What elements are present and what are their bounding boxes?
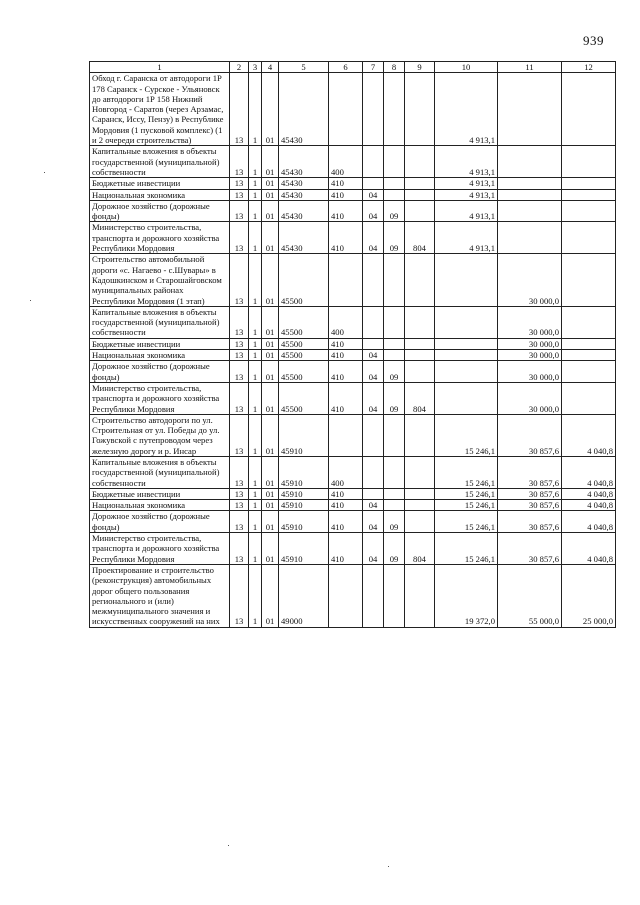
subprogram-code-cell: 01 bbox=[262, 338, 279, 349]
ministry-code-cell: 13 bbox=[230, 456, 249, 488]
table-row bbox=[90, 488, 616, 499]
column-number-7: 7 bbox=[363, 62, 384, 73]
subsection-cell bbox=[384, 488, 405, 499]
subsection-cell: 09 bbox=[384, 382, 405, 414]
row-name-cell: Национальная экономика bbox=[90, 189, 230, 200]
amount-col12-cell bbox=[562, 306, 616, 338]
section-cell: 04 bbox=[363, 382, 384, 414]
column-number-10: 10 bbox=[435, 62, 498, 73]
amount-col12-cell: 4 040,8 bbox=[562, 511, 616, 533]
ministry-code-cell: 13 bbox=[230, 350, 249, 361]
table-row bbox=[90, 456, 616, 488]
admin-code-cell bbox=[405, 414, 435, 456]
admin-code-cell bbox=[405, 189, 435, 200]
amount-col12-cell: 4 040,8 bbox=[562, 414, 616, 456]
target-code-cell: 45430 bbox=[279, 200, 329, 222]
section-cell: 04 bbox=[363, 350, 384, 361]
column-number-5: 5 bbox=[279, 62, 329, 73]
section-cell: 04 bbox=[363, 189, 384, 200]
row-name-cell: Национальная экономика bbox=[90, 500, 230, 511]
subsection-cell bbox=[384, 306, 405, 338]
expense-type-cell: 410 bbox=[329, 382, 363, 414]
amount-col10-cell: 4 913,1 bbox=[435, 222, 498, 254]
admin-code-cell bbox=[405, 488, 435, 499]
amount-col12-cell: 25 000,0 bbox=[562, 564, 616, 627]
column-number-8: 8 bbox=[384, 62, 405, 73]
ministry-code-cell: 13 bbox=[230, 414, 249, 456]
amount-col11-cell: 30 000,0 bbox=[498, 306, 562, 338]
program-code-cell: 1 bbox=[249, 338, 262, 349]
amount-col10-cell: 19 372,0 bbox=[435, 564, 498, 627]
expense-type-cell bbox=[329, 564, 363, 627]
program-code-cell: 1 bbox=[249, 306, 262, 338]
target-code-cell: 45430 bbox=[279, 178, 329, 189]
table-row bbox=[90, 200, 616, 222]
section-cell bbox=[363, 338, 384, 349]
amount-col11-cell: 30 857,6 bbox=[498, 511, 562, 533]
target-code-cell: 45910 bbox=[279, 488, 329, 499]
program-code-cell: 1 bbox=[249, 488, 262, 499]
program-code-cell: 1 bbox=[249, 254, 262, 306]
admin-code-cell: 804 bbox=[405, 382, 435, 414]
program-code-cell: 1 bbox=[249, 146, 262, 178]
amount-col10-cell: 15 246,1 bbox=[435, 456, 498, 488]
subprogram-code-cell: 01 bbox=[262, 500, 279, 511]
amount-col12-cell bbox=[562, 200, 616, 222]
row-name-cell: Бюджетные инвестиции bbox=[90, 488, 230, 499]
admin-code-cell bbox=[405, 178, 435, 189]
ministry-code-cell: 13 bbox=[230, 254, 249, 306]
section-cell bbox=[363, 414, 384, 456]
expense-type-cell: 410 bbox=[329, 200, 363, 222]
expense-type-cell bbox=[329, 73, 363, 146]
admin-code-cell bbox=[405, 361, 435, 383]
row-name-cell: Министерство строительства, транспорта и дорожного хозяйства Республики Мордовия bbox=[90, 533, 230, 565]
section-cell: 04 bbox=[363, 200, 384, 222]
amount-col11-cell bbox=[498, 73, 562, 146]
subprogram-code-cell: 01 bbox=[262, 146, 279, 178]
row-name-cell: Капитальные вложения в объекты государственной (муниципальной) собственности bbox=[90, 456, 230, 488]
row-name-cell: Дорожное хозяйство (дорожные фонды) bbox=[90, 511, 230, 533]
column-number-12: 12 bbox=[562, 62, 616, 73]
section-cell bbox=[363, 73, 384, 146]
subprogram-code-cell: 01 bbox=[262, 414, 279, 456]
expense-type-cell: 410 bbox=[329, 222, 363, 254]
target-code-cell: 45910 bbox=[279, 533, 329, 565]
table-row bbox=[90, 361, 616, 383]
column-number-6: 6 bbox=[329, 62, 363, 73]
admin-code-cell: 804 bbox=[405, 533, 435, 565]
column-number-1: 1 bbox=[90, 62, 230, 73]
amount-col10-cell bbox=[435, 382, 498, 414]
program-code-cell: 1 bbox=[249, 178, 262, 189]
section-cell bbox=[363, 178, 384, 189]
subprogram-code-cell: 01 bbox=[262, 189, 279, 200]
amount-col10-cell: 15 246,1 bbox=[435, 500, 498, 511]
amount-col12-cell bbox=[562, 178, 616, 189]
row-name-cell: Капитальные вложения в объекты государственной (муниципальной) собственности bbox=[90, 306, 230, 338]
section-cell: 04 bbox=[363, 361, 384, 383]
program-code-cell: 1 bbox=[249, 382, 262, 414]
amount-col11-cell bbox=[498, 146, 562, 178]
target-code-cell: 45430 bbox=[279, 146, 329, 178]
table-row bbox=[90, 511, 616, 533]
column-number-row bbox=[90, 62, 616, 73]
row-name-cell: Бюджетные инвестиции bbox=[90, 338, 230, 349]
row-name-cell: Министерство строительства, транспорта и дорожного хозяйства Республики Мордовия bbox=[90, 382, 230, 414]
ministry-code-cell: 13 bbox=[230, 200, 249, 222]
target-code-cell: 45910 bbox=[279, 500, 329, 511]
expense-type-cell: 410 bbox=[329, 488, 363, 499]
subprogram-code-cell: 01 bbox=[262, 200, 279, 222]
subprogram-code-cell: 01 bbox=[262, 511, 279, 533]
section-cell: 04 bbox=[363, 222, 384, 254]
table-row bbox=[90, 500, 616, 511]
amount-col10-cell bbox=[435, 306, 498, 338]
program-code-cell: 1 bbox=[249, 189, 262, 200]
expense-type-cell bbox=[329, 414, 363, 456]
amount-col12-cell bbox=[562, 222, 616, 254]
admin-code-cell bbox=[405, 200, 435, 222]
section-cell bbox=[363, 254, 384, 306]
admin-code-cell bbox=[405, 306, 435, 338]
amount-col10-cell: 4 913,1 bbox=[435, 178, 498, 189]
amount-col10-cell: 4 913,1 bbox=[435, 146, 498, 178]
admin-code-cell bbox=[405, 511, 435, 533]
table-row bbox=[90, 382, 616, 414]
amount-col10-cell: 15 246,1 bbox=[435, 488, 498, 499]
amount-col12-cell bbox=[562, 73, 616, 146]
row-name-cell: Обход г. Саранска от автодороги 1Р 178 Саранск - Сурское - Ульяновск до автодороги 1Р 158 Нижний Новгород - Саратов (через Арзамас, Саранск, Иссу, Пензу) в Республике Мордовия (1 пусковой комплекс) (1 и 2 очереди строительства) bbox=[90, 73, 230, 146]
subprogram-code-cell: 01 bbox=[262, 178, 279, 189]
admin-code-cell bbox=[405, 564, 435, 627]
section-cell: 04 bbox=[363, 500, 384, 511]
subsection-cell bbox=[384, 178, 405, 189]
row-name-cell: Проектирование и строительство (реконструкция) автомобильных дорог общего пользования регионального и (или) межмуниципального значения и искусственных сооружений на них bbox=[90, 564, 230, 627]
amount-col12-cell bbox=[562, 338, 616, 349]
ministry-code-cell: 13 bbox=[230, 306, 249, 338]
ministry-code-cell: 13 bbox=[230, 73, 249, 146]
section-cell bbox=[363, 456, 384, 488]
amount-col11-cell: 30 857,6 bbox=[498, 414, 562, 456]
budget-table bbox=[89, 61, 616, 628]
row-name-cell: Строительство автодороги по ул. Строительная от ул. Победы до ул. Гожувской с путепроводом через железную дорогу и р. Инсар bbox=[90, 414, 230, 456]
amount-col10-cell bbox=[435, 338, 498, 349]
subsection-cell bbox=[384, 146, 405, 178]
amount-col11-cell bbox=[498, 222, 562, 254]
amount-col11-cell: 30 000,0 bbox=[498, 350, 562, 361]
table-body bbox=[90, 73, 616, 627]
expense-type-cell: 410 bbox=[329, 178, 363, 189]
row-name-cell: Бюджетные инвестиции bbox=[90, 178, 230, 189]
column-number-11: 11 bbox=[498, 62, 562, 73]
admin-code-cell bbox=[405, 73, 435, 146]
table-row bbox=[90, 338, 616, 349]
admin-code-cell bbox=[405, 146, 435, 178]
ministry-code-cell: 13 bbox=[230, 511, 249, 533]
expense-type-cell: 400 bbox=[329, 456, 363, 488]
subsection-cell bbox=[384, 254, 405, 306]
ministry-code-cell: 13 bbox=[230, 361, 249, 383]
expense-type-cell: 410 bbox=[329, 338, 363, 349]
admin-code-cell: 804 bbox=[405, 222, 435, 254]
subprogram-code-cell: 01 bbox=[262, 350, 279, 361]
amount-col10-cell: 15 246,1 bbox=[435, 511, 498, 533]
amount-col11-cell: 55 000,0 bbox=[498, 564, 562, 627]
expense-type-cell: 410 bbox=[329, 533, 363, 565]
amount-col12-cell bbox=[562, 189, 616, 200]
row-name-cell: Дорожное хозяйство (дорожные фонды) bbox=[90, 361, 230, 383]
target-code-cell: 45500 bbox=[279, 350, 329, 361]
row-name-cell: Строительство автомобильной дороги «с. Нагаево - с.Шувары» в Кадошкинском и Старошайговском муниципальных районах Республики Мордовия (1 этап) bbox=[90, 254, 230, 306]
amount-col10-cell: 4 913,1 bbox=[435, 189, 498, 200]
amount-col11-cell: 30 000,0 bbox=[498, 338, 562, 349]
target-code-cell: 45500 bbox=[279, 306, 329, 338]
expense-type-cell: 400 bbox=[329, 306, 363, 338]
section-cell bbox=[363, 146, 384, 178]
target-code-cell: 45430 bbox=[279, 73, 329, 146]
amount-col11-cell bbox=[498, 200, 562, 222]
expense-type-cell bbox=[329, 254, 363, 306]
table-row bbox=[90, 146, 616, 178]
scan-speck bbox=[388, 866, 389, 867]
section-cell bbox=[363, 306, 384, 338]
target-code-cell: 45910 bbox=[279, 414, 329, 456]
ministry-code-cell: 13 bbox=[230, 146, 249, 178]
amount-col11-cell: 30 000,0 bbox=[498, 361, 562, 383]
amount-col12-cell: 4 040,8 bbox=[562, 456, 616, 488]
amount-col10-cell: 15 246,1 bbox=[435, 414, 498, 456]
subsection-cell bbox=[384, 189, 405, 200]
row-name-cell: Дорожное хозяйство (дорожные фонды) bbox=[90, 200, 230, 222]
subsection-cell bbox=[384, 456, 405, 488]
section-cell: 04 bbox=[363, 511, 384, 533]
expense-type-cell: 410 bbox=[329, 500, 363, 511]
subsection-cell: 09 bbox=[384, 222, 405, 254]
subprogram-code-cell: 01 bbox=[262, 456, 279, 488]
amount-col12-cell bbox=[562, 361, 616, 383]
admin-code-cell bbox=[405, 500, 435, 511]
subsection-cell bbox=[384, 73, 405, 146]
subprogram-code-cell: 01 bbox=[262, 533, 279, 565]
subsection-cell bbox=[384, 414, 405, 456]
program-code-cell: 1 bbox=[249, 564, 262, 627]
target-code-cell: 45500 bbox=[279, 338, 329, 349]
amount-col12-cell: 4 040,8 bbox=[562, 533, 616, 565]
subprogram-code-cell: 01 bbox=[262, 222, 279, 254]
subprogram-code-cell: 01 bbox=[262, 488, 279, 499]
program-code-cell: 1 bbox=[249, 222, 262, 254]
row-name-cell: Национальная экономика bbox=[90, 350, 230, 361]
target-code-cell: 45430 bbox=[279, 222, 329, 254]
table-row bbox=[90, 533, 616, 565]
ministry-code-cell: 13 bbox=[230, 178, 249, 189]
column-number-4: 4 bbox=[262, 62, 279, 73]
ministry-code-cell: 13 bbox=[230, 189, 249, 200]
scan-speck bbox=[44, 172, 45, 173]
amount-col10-cell bbox=[435, 254, 498, 306]
subsection-cell bbox=[384, 338, 405, 349]
target-code-cell: 45910 bbox=[279, 456, 329, 488]
expense-type-cell: 410 bbox=[329, 350, 363, 361]
program-code-cell: 1 bbox=[249, 361, 262, 383]
table-row bbox=[90, 350, 616, 361]
subprogram-code-cell: 01 bbox=[262, 382, 279, 414]
row-name-cell: Министерство строительства, транспорта и дорожного хозяйства Республики Мордовия bbox=[90, 222, 230, 254]
ministry-code-cell: 13 bbox=[230, 338, 249, 349]
expense-type-cell: 400 bbox=[329, 146, 363, 178]
subprogram-code-cell: 01 bbox=[262, 361, 279, 383]
expense-type-cell: 410 bbox=[329, 189, 363, 200]
table-row bbox=[90, 178, 616, 189]
program-code-cell: 1 bbox=[249, 350, 262, 361]
amount-col11-cell: 30 857,6 bbox=[498, 488, 562, 499]
program-code-cell: 1 bbox=[249, 456, 262, 488]
amount-col11-cell: 30 000,0 bbox=[498, 382, 562, 414]
subsection-cell: 09 bbox=[384, 200, 405, 222]
subprogram-code-cell: 01 bbox=[262, 254, 279, 306]
subsection-cell bbox=[384, 500, 405, 511]
ministry-code-cell: 13 bbox=[230, 500, 249, 511]
amount-col11-cell: 30 857,6 bbox=[498, 500, 562, 511]
program-code-cell: 1 bbox=[249, 500, 262, 511]
amount-col10-cell bbox=[435, 361, 498, 383]
column-number-9: 9 bbox=[405, 62, 435, 73]
ministry-code-cell: 13 bbox=[230, 488, 249, 499]
target-code-cell: 45500 bbox=[279, 361, 329, 383]
amount-col12-cell bbox=[562, 350, 616, 361]
admin-code-cell bbox=[405, 456, 435, 488]
subprogram-code-cell: 01 bbox=[262, 564, 279, 627]
subsection-cell bbox=[384, 564, 405, 627]
amount-col10-cell: 15 246,1 bbox=[435, 533, 498, 565]
table-row bbox=[90, 306, 616, 338]
subprogram-code-cell: 01 bbox=[262, 306, 279, 338]
ministry-code-cell: 13 bbox=[230, 382, 249, 414]
amount-col10-cell bbox=[435, 350, 498, 361]
amount-col11-cell: 30 000,0 bbox=[498, 254, 562, 306]
scan-speck bbox=[228, 845, 229, 846]
amount-col12-cell bbox=[562, 146, 616, 178]
amount-col11-cell bbox=[498, 178, 562, 189]
amount-col11-cell: 30 857,6 bbox=[498, 533, 562, 565]
column-number-2: 2 bbox=[230, 62, 249, 73]
subsection-cell: 09 bbox=[384, 511, 405, 533]
row-name-cell: Капитальные вложения в объекты государственной (муниципальной) собственности bbox=[90, 146, 230, 178]
table-row bbox=[90, 564, 616, 627]
table-row bbox=[90, 189, 616, 200]
target-code-cell: 49000 bbox=[279, 564, 329, 627]
ministry-code-cell: 13 bbox=[230, 533, 249, 565]
section-cell bbox=[363, 564, 384, 627]
subsection-cell bbox=[384, 350, 405, 361]
program-code-cell: 1 bbox=[249, 511, 262, 533]
table-row bbox=[90, 254, 616, 306]
program-code-cell: 1 bbox=[249, 73, 262, 146]
subsection-cell: 09 bbox=[384, 361, 405, 383]
amount-col12-cell bbox=[562, 254, 616, 306]
amount-col10-cell: 4 913,1 bbox=[435, 200, 498, 222]
table-row bbox=[90, 222, 616, 254]
scan-speck bbox=[30, 300, 31, 301]
page-number: 939 bbox=[583, 33, 604, 48]
amount-col12-cell: 4 040,8 bbox=[562, 488, 616, 499]
amount-col11-cell: 30 857,6 bbox=[498, 456, 562, 488]
amount-col12-cell: 4 040,8 bbox=[562, 500, 616, 511]
program-code-cell: 1 bbox=[249, 533, 262, 565]
section-cell: 04 bbox=[363, 533, 384, 565]
table-row bbox=[90, 73, 616, 146]
program-code-cell: 1 bbox=[249, 200, 262, 222]
target-code-cell: 45500 bbox=[279, 382, 329, 414]
admin-code-cell bbox=[405, 254, 435, 306]
program-code-cell: 1 bbox=[249, 414, 262, 456]
subprogram-code-cell: 01 bbox=[262, 73, 279, 146]
section-cell bbox=[363, 488, 384, 499]
amount-col10-cell: 4 913,1 bbox=[435, 73, 498, 146]
table-row bbox=[90, 414, 616, 456]
amount-col11-cell bbox=[498, 189, 562, 200]
target-code-cell: 45430 bbox=[279, 189, 329, 200]
expense-type-cell: 410 bbox=[329, 511, 363, 533]
ministry-code-cell: 13 bbox=[230, 564, 249, 627]
ministry-code-cell: 13 bbox=[230, 222, 249, 254]
amount-col12-cell bbox=[562, 382, 616, 414]
admin-code-cell bbox=[405, 338, 435, 349]
subsection-cell: 09 bbox=[384, 533, 405, 565]
admin-code-cell bbox=[405, 350, 435, 361]
column-number-3: 3 bbox=[249, 62, 262, 73]
target-code-cell: 45910 bbox=[279, 511, 329, 533]
target-code-cell: 45500 bbox=[279, 254, 329, 306]
expense-type-cell: 410 bbox=[329, 361, 363, 383]
